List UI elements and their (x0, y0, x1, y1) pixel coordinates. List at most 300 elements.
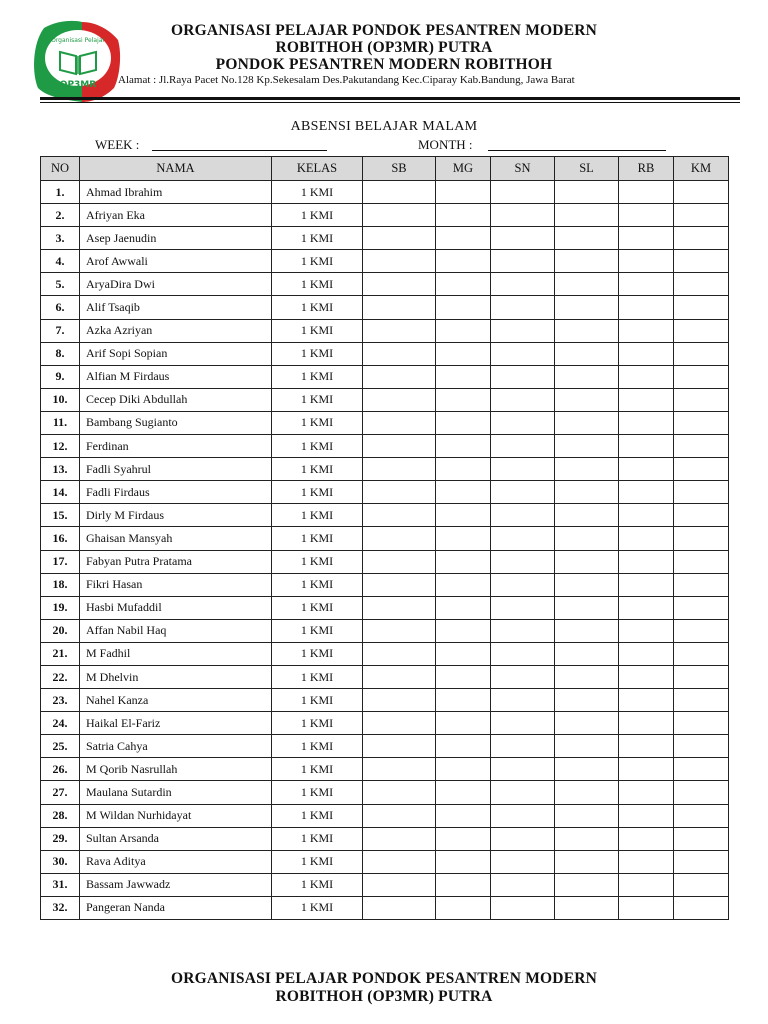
attendance-cell-sb[interactable] (363, 458, 436, 481)
attendance-cell-rb[interactable] (619, 665, 674, 688)
attendance-cell-mg[interactable] (436, 181, 491, 204)
attendance-cell-km[interactable] (674, 227, 729, 250)
column-header-nama: NAMA (80, 157, 272, 181)
cell-kelas: 1 KMI (272, 827, 363, 850)
attendance-cell-km[interactable] (674, 411, 729, 434)
cell-nama: AryaDira Dwi (80, 273, 272, 296)
cell-no: 9. (41, 365, 80, 388)
attendance-cell-sl[interactable] (555, 827, 619, 850)
cell-no: 28. (41, 804, 80, 827)
attendance-cell-mg[interactable] (436, 227, 491, 250)
attendance-cell-sb[interactable] (363, 181, 436, 204)
attendance-cell-sl[interactable] (555, 458, 619, 481)
attendance-cell-sl[interactable] (555, 781, 619, 804)
attendance-cell-sb[interactable] (363, 365, 436, 388)
attendance-cell-sb[interactable] (363, 712, 436, 735)
attendance-cell-km[interactable] (674, 665, 729, 688)
cell-no: 14. (41, 481, 80, 504)
attendance-cell-rb[interactable] (619, 273, 674, 296)
attendance-cell-rb[interactable] (619, 181, 674, 204)
table-row (41, 712, 729, 735)
cell-no: 3. (41, 227, 80, 250)
attendance-cell-sn[interactable] (491, 435, 555, 458)
attendance-cell-sb[interactable] (363, 227, 436, 250)
cell-nama: Rava Aditya (80, 850, 272, 873)
attendance-cell-sl[interactable] (555, 481, 619, 504)
attendance-cell-sn[interactable] (491, 365, 555, 388)
attendance-cell-sl[interactable] (555, 250, 619, 273)
attendance-cell-mg[interactable] (436, 896, 491, 919)
attendance-cell-km[interactable] (674, 642, 729, 665)
attendance-cell-sl[interactable] (555, 665, 619, 688)
attendance-cell-mg[interactable] (436, 735, 491, 758)
attendance-cell-rb[interactable] (619, 804, 674, 827)
attendance-cell-sn[interactable] (491, 573, 555, 596)
cell-no: 20. (41, 619, 80, 642)
attendance-cell-sn[interactable] (491, 504, 555, 527)
attendance-cell-sb[interactable] (363, 388, 436, 411)
attendance-cell-mg[interactable] (436, 804, 491, 827)
attendance-cell-rb[interactable] (619, 342, 674, 365)
attendance-cell-km[interactable] (674, 712, 729, 735)
attendance-cell-rb[interactable] (619, 689, 674, 712)
attendance-cell-sb[interactable] (363, 873, 436, 896)
attendance-cell-sb[interactable] (363, 619, 436, 642)
attendance-cell-rb[interactable] (619, 365, 674, 388)
attendance-cell-sl[interactable] (555, 850, 619, 873)
attendance-cell-km[interactable] (674, 458, 729, 481)
attendance-cell-sb[interactable] (363, 481, 436, 504)
table-row (41, 435, 729, 458)
attendance-cell-rb[interactable] (619, 388, 674, 411)
table-header-row (41, 157, 729, 181)
cell-nama: Dirly M Firdaus (80, 504, 272, 527)
attendance-cell-sn[interactable] (491, 204, 555, 227)
cell-kelas: 1 KMI (272, 712, 363, 735)
attendance-cell-sn[interactable] (491, 619, 555, 642)
attendance-cell-sb[interactable] (363, 204, 436, 227)
attendance-cell-sl[interactable] (555, 804, 619, 827)
cell-nama: Fabyan Putra Pratama (80, 550, 272, 573)
attendance-cell-sb[interactable] (363, 342, 436, 365)
cell-kelas: 1 KMI (272, 435, 363, 458)
attendance-cell-sb[interactable] (363, 896, 436, 919)
table-row (41, 596, 729, 619)
school-name: PONDOK PESANTREN MODERN ROBITHOH (215, 56, 553, 73)
cell-nama: Ferdinan (80, 435, 272, 458)
cell-no: 1. (41, 181, 80, 204)
cell-nama: Cecep Diki Abdullah (80, 388, 272, 411)
attendance-cell-mg[interactable] (436, 296, 491, 319)
attendance-cell-km[interactable] (674, 319, 729, 342)
attendance-cell-sb[interactable] (363, 596, 436, 619)
attendance-cell-mg[interactable] (436, 550, 491, 573)
attendance-cell-sn[interactable] (491, 665, 555, 688)
table-row (41, 527, 729, 550)
attendance-cell-sl[interactable] (555, 504, 619, 527)
attendance-cell-sl[interactable] (555, 596, 619, 619)
attendance-cell-rb[interactable] (619, 642, 674, 665)
attendance-cell-mg[interactable] (436, 365, 491, 388)
month-blank-line[interactable] (488, 150, 666, 151)
attendance-cell-sn[interactable] (491, 181, 555, 204)
table-row (41, 550, 729, 573)
attendance-cell-sn[interactable] (491, 735, 555, 758)
cell-kelas: 1 KMI (272, 735, 363, 758)
attendance-cell-rb[interactable] (619, 435, 674, 458)
attendance-cell-rb[interactable] (619, 550, 674, 573)
attendance-cell-km[interactable] (674, 481, 729, 504)
column-header-kelas: KELAS (272, 157, 363, 181)
attendance-cell-sn[interactable] (491, 758, 555, 781)
table-row (41, 827, 729, 850)
attendance-cell-sn[interactable] (491, 850, 555, 873)
cell-kelas: 1 KMI (272, 250, 363, 273)
cell-no: 22. (41, 665, 80, 688)
attendance-cell-sl[interactable] (555, 411, 619, 434)
attendance-cell-sb[interactable] (363, 411, 436, 434)
attendance-cell-sb[interactable] (363, 850, 436, 873)
attendance-cell-sb[interactable] (363, 527, 436, 550)
attendance-cell-sl[interactable] (555, 527, 619, 550)
attendance-cell-sb[interactable] (363, 781, 436, 804)
attendance-cell-sn[interactable] (491, 827, 555, 850)
attendance-cell-sl[interactable] (555, 319, 619, 342)
attendance-cell-sl[interactable] (555, 735, 619, 758)
cell-kelas: 1 KMI (272, 411, 363, 434)
attendance-cell-sn[interactable] (491, 642, 555, 665)
cell-kelas: 1 KMI (272, 365, 363, 388)
table-row (41, 273, 729, 296)
cell-nama: Haikal El-Fariz (80, 712, 272, 735)
attendance-cell-sl[interactable] (555, 642, 619, 665)
attendance-cell-sb[interactable] (363, 319, 436, 342)
attendance-cell-km[interactable] (674, 896, 729, 919)
attendance-cell-sl[interactable] (555, 342, 619, 365)
attendance-cell-sb[interactable] (363, 273, 436, 296)
cell-no: 31. (41, 873, 80, 896)
attendance-cell-mg[interactable] (436, 250, 491, 273)
attendance-cell-km[interactable] (674, 181, 729, 204)
table-row (41, 642, 729, 665)
cell-nama: Fikri Hasan (80, 573, 272, 596)
attendance-cell-rb[interactable] (619, 573, 674, 596)
attendance-cell-sl[interactable] (555, 712, 619, 735)
attendance-cell-mg[interactable] (436, 435, 491, 458)
attendance-cell-km[interactable] (674, 689, 729, 712)
attendance-cell-sb[interactable] (363, 296, 436, 319)
attendance-table (40, 156, 729, 920)
attendance-cell-sl[interactable] (555, 273, 619, 296)
table-row (41, 250, 729, 273)
cell-nama: Satria Cahya (80, 735, 272, 758)
attendance-cell-km[interactable] (674, 527, 729, 550)
attendance-cell-rb[interactable] (619, 873, 674, 896)
attendance-cell-mg[interactable] (436, 342, 491, 365)
table-row (41, 573, 729, 596)
attendance-cell-km[interactable] (674, 550, 729, 573)
attendance-cell-sb[interactable] (363, 665, 436, 688)
attendance-cell-rb[interactable] (619, 204, 674, 227)
table-row (41, 481, 729, 504)
attendance-cell-km[interactable] (674, 873, 729, 896)
cell-kelas: 1 KMI (272, 758, 363, 781)
cell-no: 25. (41, 735, 80, 758)
attendance-cell-sl[interactable] (555, 204, 619, 227)
attendance-cell-mg[interactable] (436, 689, 491, 712)
attendance-cell-sl[interactable] (555, 227, 619, 250)
cell-no: 16. (41, 527, 80, 550)
cell-nama: Asep Jaenudin (80, 227, 272, 250)
cell-no: 5. (41, 273, 80, 296)
cell-nama: M Wildan Nurhidayat (80, 804, 272, 827)
cell-kelas: 1 KMI (272, 504, 363, 527)
attendance-cell-sn[interactable] (491, 319, 555, 342)
attendance-cell-km[interactable] (674, 804, 729, 827)
attendance-cell-sl[interactable] (555, 619, 619, 642)
attendance-cell-sn[interactable] (491, 781, 555, 804)
attendance-cell-sn[interactable] (491, 481, 555, 504)
attendance-cell-km[interactable] (674, 250, 729, 273)
attendance-cell-rb[interactable] (619, 481, 674, 504)
table-row (41, 296, 729, 319)
attendance-cell-sn[interactable] (491, 342, 555, 365)
attendance-cell-km[interactable] (674, 504, 729, 527)
cell-no: 17. (41, 550, 80, 573)
table-row (41, 181, 729, 204)
attendance-cell-sn[interactable] (491, 273, 555, 296)
cell-kelas: 1 KMI (272, 596, 363, 619)
attendance-cell-sn[interactable] (491, 388, 555, 411)
attendance-cell-mg[interactable] (436, 758, 491, 781)
attendance-cell-sb[interactable] (363, 689, 436, 712)
attendance-cell-rb[interactable] (619, 227, 674, 250)
cell-no: 24. (41, 712, 80, 735)
cell-nama: Bambang Sugianto (80, 411, 272, 434)
attendance-cell-sl[interactable] (555, 689, 619, 712)
column-header-rb: RB (619, 157, 674, 181)
cell-kelas: 1 KMI (272, 319, 363, 342)
cell-nama: Alif Tsaqib (80, 296, 272, 319)
attendance-cell-sl[interactable] (555, 365, 619, 388)
footer-org-line1: ORGANISASI PELAJAR PONDOK PESANTREN MODERN (170, 970, 598, 987)
attendance-cell-mg[interactable] (436, 712, 491, 735)
table-row (41, 388, 729, 411)
attendance-cell-rb[interactable] (619, 296, 674, 319)
attendance-cell-rb[interactable] (619, 712, 674, 735)
attendance-cell-sn[interactable] (491, 250, 555, 273)
table-row (41, 365, 729, 388)
attendance-cell-sb[interactable] (363, 642, 436, 665)
attendance-cell-sn[interactable] (491, 712, 555, 735)
attendance-cell-mg[interactable] (436, 273, 491, 296)
cell-nama: Sultan Arsanda (80, 827, 272, 850)
cell-no: 2. (41, 204, 80, 227)
cell-no: 15. (41, 504, 80, 527)
attendance-cell-sn[interactable] (491, 411, 555, 434)
table-row (41, 411, 729, 434)
attendance-cell-sn[interactable] (491, 550, 555, 573)
attendance-cell-mg[interactable] (436, 827, 491, 850)
attendance-cell-mg[interactable] (436, 527, 491, 550)
attendance-cell-sb[interactable] (363, 758, 436, 781)
table-row (41, 804, 729, 827)
attendance-cell-mg[interactable] (436, 411, 491, 434)
attendance-cell-sb[interactable] (363, 827, 436, 850)
attendance-cell-rb[interactable] (619, 850, 674, 873)
attendance-cell-rb[interactable] (619, 411, 674, 434)
attendance-cell-rb[interactable] (619, 896, 674, 919)
attendance-cell-sn[interactable] (491, 689, 555, 712)
org-name-line2: ROBITHOH (OP3MR) PUTRA (275, 39, 493, 56)
attendance-cell-sl[interactable] (555, 181, 619, 204)
table-row (41, 619, 729, 642)
cell-kelas: 1 KMI (272, 619, 363, 642)
attendance-cell-rb[interactable] (619, 458, 674, 481)
cell-kelas: 1 KMI (272, 665, 363, 688)
cell-nama: Ghaisan Mansyah (80, 527, 272, 550)
logo-text: OP3MR (59, 80, 97, 90)
attendance-cell-sb[interactable] (363, 804, 436, 827)
cell-kelas: 1 KMI (272, 181, 363, 204)
cell-kelas: 1 KMI (272, 850, 363, 873)
cell-no: 13. (41, 458, 80, 481)
attendance-cell-km[interactable] (674, 573, 729, 596)
cell-kelas: 1 KMI (272, 781, 363, 804)
table-row (41, 342, 729, 365)
week-label: WEEK : (95, 137, 140, 152)
attendance-cell-mg[interactable] (436, 319, 491, 342)
table-row (41, 504, 729, 527)
cell-nama: Azka Azriyan (80, 319, 272, 342)
attendance-cell-km[interactable] (674, 781, 729, 804)
attendance-cell-km[interactable] (674, 273, 729, 296)
attendance-cell-rb[interactable] (619, 619, 674, 642)
attendance-cell-sl[interactable] (555, 873, 619, 896)
attendance-cell-km[interactable] (674, 342, 729, 365)
attendance-cell-rb[interactable] (619, 781, 674, 804)
attendance-cell-sn[interactable] (491, 458, 555, 481)
attendance-cell-km[interactable] (674, 388, 729, 411)
attendance-cell-sl[interactable] (555, 550, 619, 573)
attendance-cell-mg[interactable] (436, 665, 491, 688)
attendance-cell-sn[interactable] (491, 896, 555, 919)
cell-nama: Arif Sopi Sopian (80, 342, 272, 365)
attendance-cell-mg[interactable] (436, 504, 491, 527)
attendance-cell-mg[interactable] (436, 619, 491, 642)
attendance-cell-mg[interactable] (436, 642, 491, 665)
attendance-cell-sl[interactable] (555, 435, 619, 458)
org-name-line1: ORGANISASI PELAJAR PONDOK PESANTREN MODERN (170, 22, 598, 39)
month-label: MONTH : (418, 137, 473, 152)
attendance-cell-rb[interactable] (619, 319, 674, 342)
attendance-cell-sn[interactable] (491, 873, 555, 896)
attendance-cell-mg[interactable] (436, 481, 491, 504)
attendance-cell-sl[interactable] (555, 758, 619, 781)
attendance-cell-km[interactable] (674, 850, 729, 873)
cell-kelas: 1 KMI (272, 273, 363, 296)
attendance-cell-sn[interactable] (491, 527, 555, 550)
attendance-cell-sl[interactable] (555, 573, 619, 596)
attendance-cell-sl[interactable] (555, 388, 619, 411)
table-row (41, 227, 729, 250)
attendance-cell-mg[interactable] (436, 850, 491, 873)
attendance-cell-km[interactable] (674, 204, 729, 227)
attendance-cell-km[interactable] (674, 596, 729, 619)
cell-nama: M Fadhil (80, 642, 272, 665)
cell-kelas: 1 KMI (272, 204, 363, 227)
cell-kelas: 1 KMI (272, 458, 363, 481)
attendance-cell-rb[interactable] (619, 827, 674, 850)
header-divider-thick (40, 97, 740, 100)
attendance-cell-km[interactable] (674, 735, 729, 758)
attendance-cell-mg[interactable] (436, 458, 491, 481)
attendance-cell-rb[interactable] (619, 527, 674, 550)
attendance-cell-sn[interactable] (491, 804, 555, 827)
attendance-cell-sn[interactable] (491, 227, 555, 250)
column-header-sl: SL (555, 157, 619, 181)
logo-arc-text: Organisasi Pelajar (51, 37, 105, 44)
address: Alamat : Jl.Raya Pacet No.128 Kp.Sekesalam Des.Pakutandang Kec.Ciparay Kab.Bandung, Jawa Barat (118, 74, 575, 86)
cell-nama: M Qorib Nasrullah (80, 758, 272, 781)
week-blank-line[interactable] (152, 150, 327, 151)
table-body (41, 181, 729, 920)
attendance-cell-mg[interactable] (436, 781, 491, 804)
cell-kelas: 1 KMI (272, 896, 363, 919)
attendance-cell-km[interactable] (674, 827, 729, 850)
attendance-cell-km[interactable] (674, 619, 729, 642)
attendance-cell-sb[interactable] (363, 250, 436, 273)
attendance-cell-sb[interactable] (363, 573, 436, 596)
attendance-cell-sb[interactable] (363, 504, 436, 527)
attendance-cell-sb[interactable] (363, 550, 436, 573)
cell-nama: Hasbi Mufaddil (80, 596, 272, 619)
attendance-cell-mg[interactable] (436, 873, 491, 896)
cell-kelas: 1 KMI (272, 689, 363, 712)
attendance-cell-rb[interactable] (619, 504, 674, 527)
cell-nama: Affan Nabil Haq (80, 619, 272, 642)
attendance-cell-sb[interactable] (363, 435, 436, 458)
table-row (41, 873, 729, 896)
table-row (41, 458, 729, 481)
attendance-cell-km[interactable] (674, 758, 729, 781)
header-divider-thin (40, 102, 740, 103)
attendance-cell-sl[interactable] (555, 896, 619, 919)
attendance-cell-rb[interactable] (619, 596, 674, 619)
attendance-cell-mg[interactable] (436, 388, 491, 411)
attendance-cell-mg[interactable] (436, 573, 491, 596)
attendance-cell-mg[interactable] (436, 596, 491, 619)
attendance-cell-rb[interactable] (619, 250, 674, 273)
cell-kelas: 1 KMI (272, 804, 363, 827)
attendance-cell-sn[interactable] (491, 596, 555, 619)
cell-kelas: 1 KMI (272, 227, 363, 250)
attendance-cell-km[interactable] (674, 365, 729, 388)
attendance-cell-km[interactable] (674, 296, 729, 319)
cell-kelas: 1 KMI (272, 873, 363, 896)
cell-no: 7. (41, 319, 80, 342)
table-row (41, 319, 729, 342)
attendance-cell-sn[interactable] (491, 296, 555, 319)
attendance-cell-rb[interactable] (619, 758, 674, 781)
attendance-cell-sl[interactable] (555, 296, 619, 319)
cell-no: 19. (41, 596, 80, 619)
attendance-cell-km[interactable] (674, 435, 729, 458)
attendance-cell-sb[interactable] (363, 735, 436, 758)
attendance-cell-rb[interactable] (619, 735, 674, 758)
cell-nama: Maulana Sutardin (80, 781, 272, 804)
attendance-cell-mg[interactable] (436, 204, 491, 227)
